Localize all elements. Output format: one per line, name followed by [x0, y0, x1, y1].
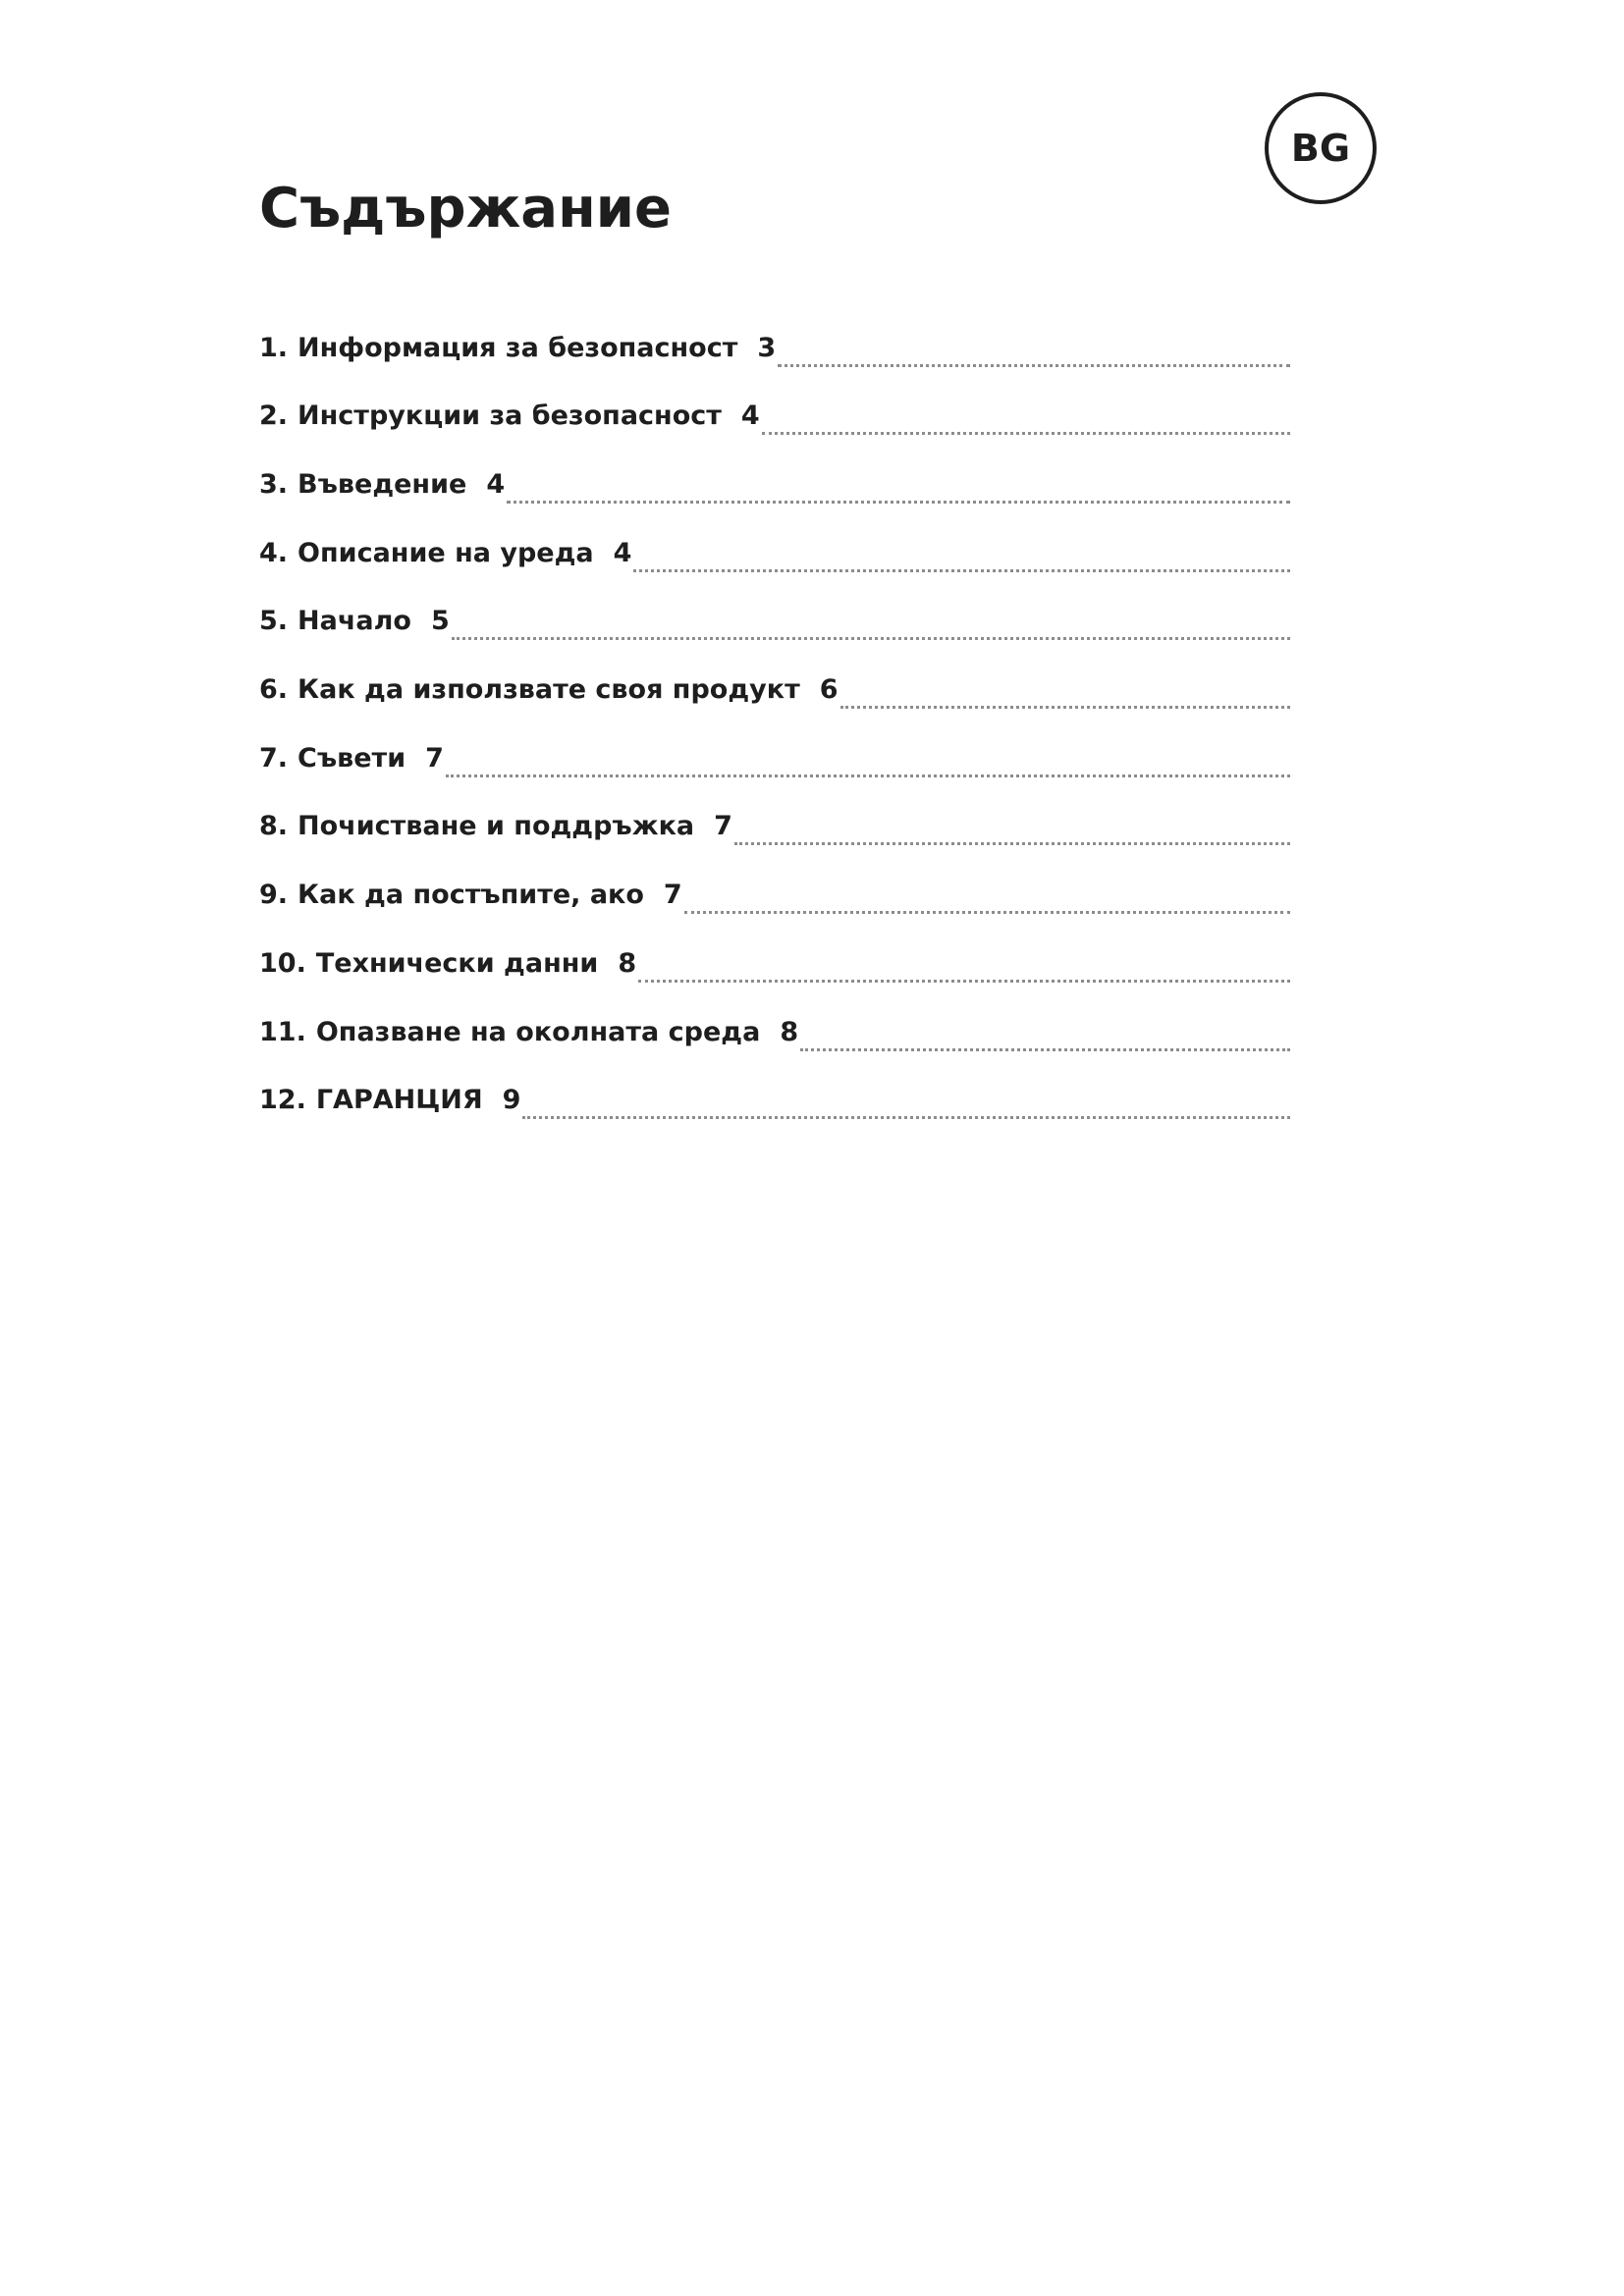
toc-leader-dots	[446, 774, 1290, 777]
toc-item-number: 10.	[259, 948, 306, 979]
toc-leader-dots	[734, 842, 1290, 845]
toc-item-label: Инструкции за безопасност	[298, 400, 722, 431]
toc-item-number: 1.	[259, 333, 289, 363]
toc-item-page: 4	[740, 400, 760, 431]
toc-item-page: 6	[819, 674, 839, 705]
toc-leader-dots	[452, 637, 1290, 640]
toc-item-label: Как да постъпите, ако	[298, 880, 644, 910]
toc-leader-dots	[778, 364, 1290, 367]
toc-item[interactable]	[259, 744, 1290, 774]
toc-leader-dots	[800, 1048, 1290, 1051]
toc-item-number: 7.	[259, 743, 289, 774]
toc-item-page: 8	[780, 1017, 799, 1047]
toc-item[interactable]	[259, 812, 1290, 841]
toc-item-number: 11.	[259, 1017, 306, 1047]
language-badge-label: BG	[1290, 127, 1351, 170]
toc-leader-dots	[840, 706, 1290, 709]
toc-item[interactable]	[259, 539, 1290, 568]
toc-item-number: 2.	[259, 400, 289, 431]
toc-item-label: Съвети	[298, 743, 406, 774]
toc-item[interactable]	[259, 607, 1290, 636]
toc-item-label: Опазване на околната среда	[315, 1017, 761, 1047]
toc-item-number: 6.	[259, 674, 289, 705]
toc-item-number: 4.	[259, 538, 289, 568]
toc-leader-dots	[507, 501, 1290, 504]
toc-item-page: 4	[613, 538, 632, 568]
toc-item-page: 9	[502, 1085, 521, 1115]
toc-item[interactable]	[259, 470, 1290, 500]
toc-item-number: 3.	[259, 469, 289, 500]
toc-item-number: 8.	[259, 811, 289, 841]
toc-leader-dots	[684, 911, 1290, 914]
toc-item-number: 9.	[259, 880, 289, 910]
toc-item-page: 3	[757, 333, 777, 363]
toc-item-label: Начало	[298, 606, 411, 636]
toc-item-label: Информация за безопасност	[298, 333, 738, 363]
toc-item[interactable]	[259, 1086, 1290, 1115]
toc-item-page: 8	[618, 948, 637, 979]
toc-item-page: 7	[425, 743, 444, 774]
toc-item-label: Описание на уреда	[298, 538, 594, 568]
language-badge	[1265, 92, 1377, 204]
toc-item-label: Въведение	[298, 469, 467, 500]
toc-item-number: 5.	[259, 606, 289, 636]
toc-item[interactable]	[259, 1018, 1290, 1047]
toc-item[interactable]	[259, 949, 1290, 979]
toc-item-label: ГАРАНЦИЯ	[315, 1085, 483, 1115]
toc-item-page: 5	[430, 606, 450, 636]
toc-leader-dots	[633, 569, 1290, 572]
toc-item-label: Как да използвате своя продукт	[298, 674, 800, 705]
toc-item-page: 7	[714, 811, 732, 841]
toc-leader-dots	[638, 980, 1290, 983]
toc-item[interactable]	[259, 675, 1290, 705]
toc-item-label: Почистване и поддръжка	[298, 811, 695, 841]
page-title: Съдържание	[259, 177, 672, 240]
toc-item[interactable]	[259, 334, 1290, 363]
toc-item-page: 7	[663, 880, 682, 910]
toc-item[interactable]	[259, 401, 1290, 431]
toc-item-label: Технически данни	[315, 948, 599, 979]
toc-leader-dots	[762, 432, 1290, 435]
toc-leader-dots	[522, 1116, 1290, 1119]
toc-item-number: 12.	[259, 1085, 306, 1115]
toc-item[interactable]	[259, 881, 1290, 910]
toc-item-page: 4	[486, 469, 506, 500]
